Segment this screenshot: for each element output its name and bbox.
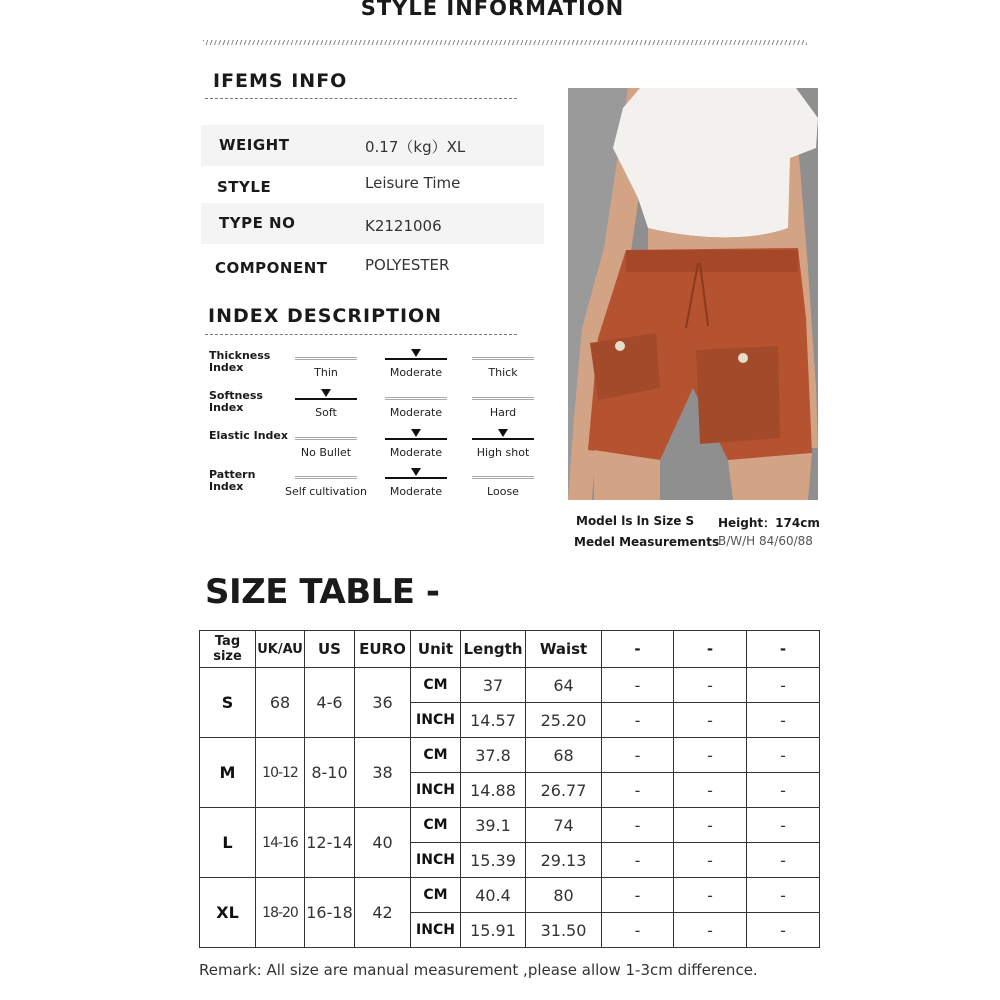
table-cell: 26.77 xyxy=(526,773,602,808)
index-scale xyxy=(295,434,357,470)
index-scale xyxy=(285,473,367,509)
table-cell: 18-20 xyxy=(256,878,305,948)
table-cell: - xyxy=(674,773,747,808)
size-remark: Remark: All size are manual measurement ,please allow 1-3cm difference. xyxy=(199,961,758,979)
table-cell: INCH xyxy=(411,703,461,738)
table-cell: 40 xyxy=(355,808,411,878)
table-cell: - xyxy=(674,878,747,913)
table-cell: - xyxy=(602,738,674,773)
table-cell: 14.88 xyxy=(461,773,526,808)
size-header-cell: Length xyxy=(461,631,526,668)
table-cell: 68 xyxy=(526,738,602,773)
items-info-heading: IFEMS INFO xyxy=(213,70,348,92)
table-cell: - xyxy=(602,843,674,878)
index-option: Moderate xyxy=(389,446,443,459)
selected-marker-icon xyxy=(411,468,421,476)
info-row-weight xyxy=(201,125,544,166)
table-cell: XL xyxy=(200,878,256,948)
index-label: Pattern Index xyxy=(209,468,256,493)
table-cell: - xyxy=(674,738,747,773)
table-cell: - xyxy=(674,913,747,948)
size-header-cell: - xyxy=(674,631,747,668)
info-label: TYPE NO xyxy=(219,214,296,232)
table-cell: - xyxy=(747,913,820,948)
info-label: STYLE xyxy=(217,178,272,196)
table-cell: - xyxy=(747,843,820,878)
index-label: Elastic Index xyxy=(209,429,288,442)
selected-marker-icon xyxy=(411,429,421,437)
index-scale xyxy=(385,434,447,470)
size-table xyxy=(199,630,820,948)
table-cell: - xyxy=(602,668,674,703)
table-cell: - xyxy=(747,878,820,913)
index-option: Thick xyxy=(488,366,518,379)
table-cell: INCH xyxy=(411,913,461,948)
index-bar xyxy=(472,476,534,479)
size-header-cell: Tag size xyxy=(200,631,256,668)
index-bar xyxy=(295,357,357,360)
index-bar xyxy=(472,397,534,400)
table-cell: - xyxy=(747,773,820,808)
info-value: Leisure Time xyxy=(365,174,461,192)
index-option: Thin xyxy=(314,366,338,379)
size-header-cell: US xyxy=(305,631,355,668)
index-option: Self cultivation xyxy=(285,485,367,498)
index-scale xyxy=(472,434,534,470)
size-header-cell: Unit xyxy=(411,631,461,668)
table-cell: 4-6 xyxy=(305,668,355,738)
table-cell: 39.1 xyxy=(461,808,526,843)
table-cell: 74 xyxy=(526,808,602,843)
table-cell: 36 xyxy=(355,668,411,738)
table-cell: L xyxy=(200,808,256,878)
index-bar xyxy=(472,357,534,360)
index-option: Moderate xyxy=(389,406,443,419)
table-cell: - xyxy=(674,703,747,738)
info-label: COMPONENT xyxy=(215,259,328,277)
model-height: Height：174cm xyxy=(718,516,820,530)
index-bar xyxy=(295,398,357,400)
table-cell: 25.20 xyxy=(526,703,602,738)
index-option: Loose xyxy=(487,485,519,498)
table-cell: 42 xyxy=(355,878,411,948)
table-cell: 14-16 xyxy=(256,808,305,878)
size-header-cell: Waist xyxy=(526,631,602,668)
table-cell: 68 xyxy=(256,668,305,738)
table-cell: - xyxy=(602,703,674,738)
size-header-cell: EURO xyxy=(355,631,411,668)
index-bar xyxy=(385,477,447,479)
model-bwh: B/W/H 84/60/88 xyxy=(718,534,813,548)
table-row xyxy=(200,738,820,773)
info-label: WEIGHT xyxy=(219,136,290,154)
table-cell: 37 xyxy=(461,668,526,703)
table-cell: - xyxy=(602,913,674,948)
index-bar xyxy=(295,437,357,440)
table-cell: - xyxy=(674,808,747,843)
table-row xyxy=(200,808,820,843)
size-header-cell: - xyxy=(747,631,820,668)
index-label: Softness Index xyxy=(209,389,263,414)
items-info-divider xyxy=(205,98,517,99)
index-option: Hard xyxy=(489,406,517,419)
info-value: POLYESTER xyxy=(365,256,450,274)
table-cell: 15.39 xyxy=(461,843,526,878)
table-cell: 40.4 xyxy=(461,878,526,913)
table-cell: 31.50 xyxy=(526,913,602,948)
page-title: STYLE INFORMATION xyxy=(360,0,625,20)
table-cell: 12-14 xyxy=(305,808,355,878)
table-cell: - xyxy=(747,808,820,843)
table-cell: 38 xyxy=(355,738,411,808)
model-size-label: Model ls ln Size S xyxy=(576,514,695,528)
index-scale xyxy=(472,473,534,509)
selected-marker-icon xyxy=(321,389,331,397)
info-value: K2121006 xyxy=(365,217,442,235)
table-cell: - xyxy=(602,808,674,843)
index-scale xyxy=(385,473,447,509)
table-cell: CM xyxy=(411,808,461,843)
index-bar xyxy=(472,438,534,440)
index-option: Moderate xyxy=(389,485,443,498)
index-label: Thickness Index xyxy=(209,349,271,374)
table-cell: 64 xyxy=(526,668,602,703)
size-table-header xyxy=(200,631,820,668)
title-divider xyxy=(203,40,807,45)
table-cell: - xyxy=(602,878,674,913)
table-cell: - xyxy=(602,773,674,808)
table-cell: CM xyxy=(411,738,461,773)
table-cell: 14.57 xyxy=(461,703,526,738)
index-description-heading: INDEX DESCRIPTION xyxy=(208,305,443,327)
index-scale xyxy=(472,394,534,430)
size-table-title: SIZE TABLE - xyxy=(205,572,440,612)
index-scale xyxy=(472,354,534,390)
table-row xyxy=(200,668,820,703)
table-cell: - xyxy=(747,668,820,703)
table-cell: CM xyxy=(411,668,461,703)
info-row-style xyxy=(201,166,544,207)
table-cell: INCH xyxy=(411,773,461,808)
table-cell: S xyxy=(200,668,256,738)
table-cell: 37.8 xyxy=(461,738,526,773)
table-cell: - xyxy=(747,738,820,773)
table-cell: - xyxy=(674,843,747,878)
model-photo xyxy=(568,88,818,500)
selected-marker-icon xyxy=(498,429,508,437)
model-shorts-image xyxy=(568,88,818,500)
table-cell: 80 xyxy=(526,878,602,913)
table-cell: 16-18 xyxy=(305,878,355,948)
info-row-type-no xyxy=(201,203,544,244)
index-scale xyxy=(295,394,357,430)
index-scale xyxy=(295,354,357,390)
table-cell: M xyxy=(200,738,256,808)
table-cell: 15.91 xyxy=(461,913,526,948)
table-cell: 8-10 xyxy=(305,738,355,808)
index-bar xyxy=(295,476,357,479)
table-cell: - xyxy=(747,703,820,738)
index-bar xyxy=(385,358,447,360)
model-measure-label: Medel Measurements xyxy=(574,535,720,549)
size-header-cell: UK/AU xyxy=(256,631,305,668)
index-scale xyxy=(385,354,447,390)
index-description-divider xyxy=(205,334,517,335)
index-option: Soft xyxy=(315,406,337,419)
table-cell: CM xyxy=(411,878,461,913)
info-row-component xyxy=(201,246,544,287)
index-scale xyxy=(385,394,447,430)
index-option: High shot xyxy=(476,446,530,459)
index-bar xyxy=(385,438,447,440)
selected-marker-icon xyxy=(411,349,421,357)
table-cell: 10-12 xyxy=(256,738,305,808)
table-cell: INCH xyxy=(411,843,461,878)
table-cell: 29.13 xyxy=(526,843,602,878)
index-bar xyxy=(385,397,447,400)
size-header-cell: - xyxy=(602,631,674,668)
index-option: No Bullet xyxy=(300,446,352,459)
table-row xyxy=(200,878,820,913)
info-value: 0.17（kg）XL xyxy=(365,138,466,156)
index-option: Moderate xyxy=(389,366,443,379)
table-cell: - xyxy=(674,668,747,703)
